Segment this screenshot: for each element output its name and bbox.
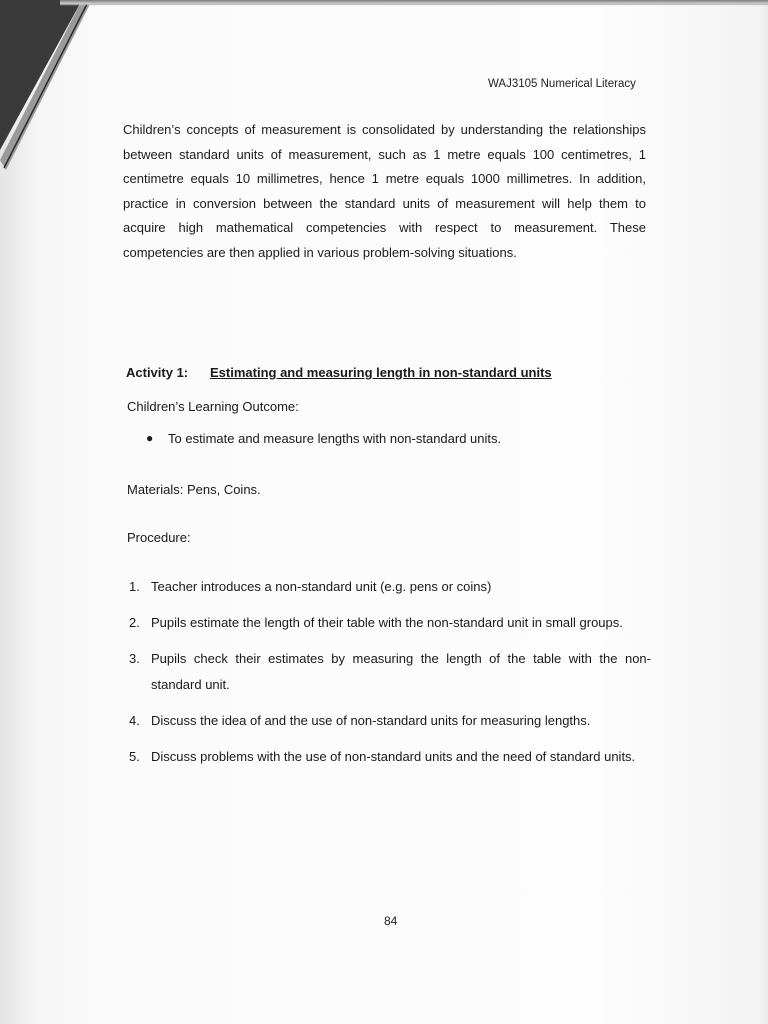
activity-heading: [126, 365, 552, 380]
step-number: 2.: [129, 615, 140, 630]
running-header: WAJ3105 Numerical Literacy: [488, 78, 636, 90]
page-number: 84: [384, 914, 398, 928]
step-number: 3.: [129, 651, 140, 666]
step-text: Pupils check their estimates by measuring the length of the table with the non-standard unit.: [151, 651, 651, 692]
intro-paragraph: Children’s concepts of measurement is consolidated by understanding the relationships between standard units of measurement, such as 1 metre equals 100 centimetres, 1 centimetre equals 10 millimetres, hence 1 metre equals 1000 millimetres. In addition, practice in conversion between the standard units of measurement will help them to acquire high mathematical competencies with respect to measurement. These competencies are then applied in various problem-solving situations.: [123, 122, 646, 260]
list-item: [146, 431, 501, 446]
top-edge: [60, 0, 768, 6]
procedure-label: Procedure:: [127, 530, 191, 545]
step-number: 5.: [129, 749, 140, 764]
outcome-text: To estimate and measure lengths with non-standard units.: [168, 431, 502, 446]
procedure-step: [129, 574, 651, 600]
procedure-step: [129, 610, 651, 636]
procedure-step: [129, 744, 651, 770]
activity-title: Estimating and measuring length in non-standard units: [210, 365, 552, 380]
procedure-step: [129, 646, 651, 698]
learning-outcome-label: Children’s Learning Outcome:: [127, 399, 299, 414]
procedure-list: [129, 574, 651, 780]
activity-number: Activity 1:: [126, 365, 189, 380]
outcome-list: [146, 431, 501, 446]
materials-line: Materials: Pens, Coins.: [127, 482, 261, 497]
step-text: Discuss the idea of and the use of non-standard units for measuring lengths.: [151, 713, 591, 728]
step-text: Teacher introduces a non-standard unit (e.g. pens or coins): [151, 579, 492, 594]
step-text: Pupils estimate the length of their table with the non-standard unit in small groups.: [151, 615, 623, 630]
bullet-icon: ●: [146, 431, 154, 445]
step-number: 4.: [129, 713, 140, 728]
procedure-step: [129, 708, 651, 734]
step-number: 1.: [129, 579, 140, 594]
step-text: Discuss problems with the use of non-standard units and the need of standard units.: [151, 749, 636, 764]
